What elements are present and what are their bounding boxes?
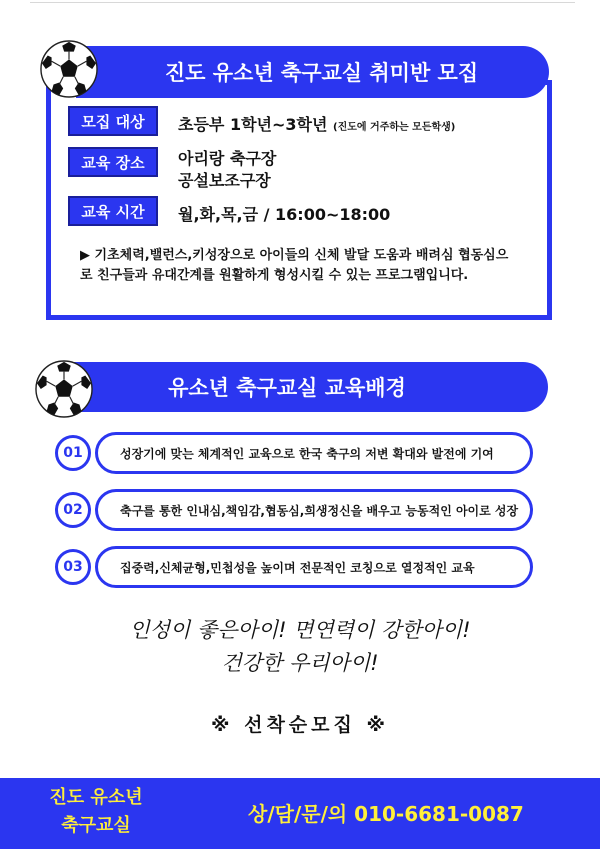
target-value-text: 초등부 1학년~3학년 [178, 115, 328, 134]
footer-contact-phone: 상/담/문/의 010-6681-0087 [248, 802, 524, 826]
soccer-ball-icon [35, 360, 93, 418]
target-label: 모집 대상 [68, 106, 158, 136]
target-note: (진도에 거주하는 모든학생) [333, 122, 456, 133]
recruitment-title: 진도 유소년 축구교실 취미반 모집 [76, 46, 549, 98]
background-item: 축구를 통한 인내심,책임감,협동심,희생정신을 배우고 능동적인 아이로 성장 [95, 489, 533, 531]
background-item: 집중력,신체균형,민첩성을 높이며 전문적인 코칭으로 열정적인 교육 [95, 546, 533, 588]
location-value-1: 아리랑 축구장 [178, 149, 277, 168]
first-come-notice: ※ 선착순모집 ※ [211, 714, 389, 736]
program-description: ▶ 기초체력,밸런스,키성장으로 아이들의 신체 발달 도움과 배려심 협동심으로 친구들과 유대간계를 원활하게 형성시킬 수 있는 프로그램입니다. [80, 248, 509, 283]
top-divider [30, 2, 575, 3]
soccer-ball-icon [40, 40, 98, 98]
target-value [178, 112, 455, 135]
location-value-2: 공설보조구장 [178, 171, 271, 190]
time-label: 교육 시간 [68, 196, 158, 226]
item-number-badge: 02 [55, 492, 91, 528]
footer-academy-name [14, 784, 178, 840]
item-number-badge: 03 [55, 549, 91, 585]
background-title: 유소년 축구교실 교육배경 [66, 362, 548, 412]
footer-name-line-2: 축구교실 [61, 815, 131, 836]
footer-bar [0, 778, 600, 849]
footer-name-line-1: 진도 유소년 [49, 787, 143, 808]
slogan-line-1: 인성이 좋은아이! 면연력이 강한아이! [129, 618, 471, 642]
time-value: 월,화,목,금 / 16:00~18:00 [178, 205, 391, 224]
slogan-line-2: 건강한 우리아이! [221, 651, 379, 675]
location-label: 교육 장소 [68, 147, 158, 177]
background-item: 성장기에 맞는 체계적인 교육으로 한국 축구의 저변 확대와 발전에 기여 [95, 432, 533, 474]
item-number-badge: 01 [55, 435, 91, 471]
